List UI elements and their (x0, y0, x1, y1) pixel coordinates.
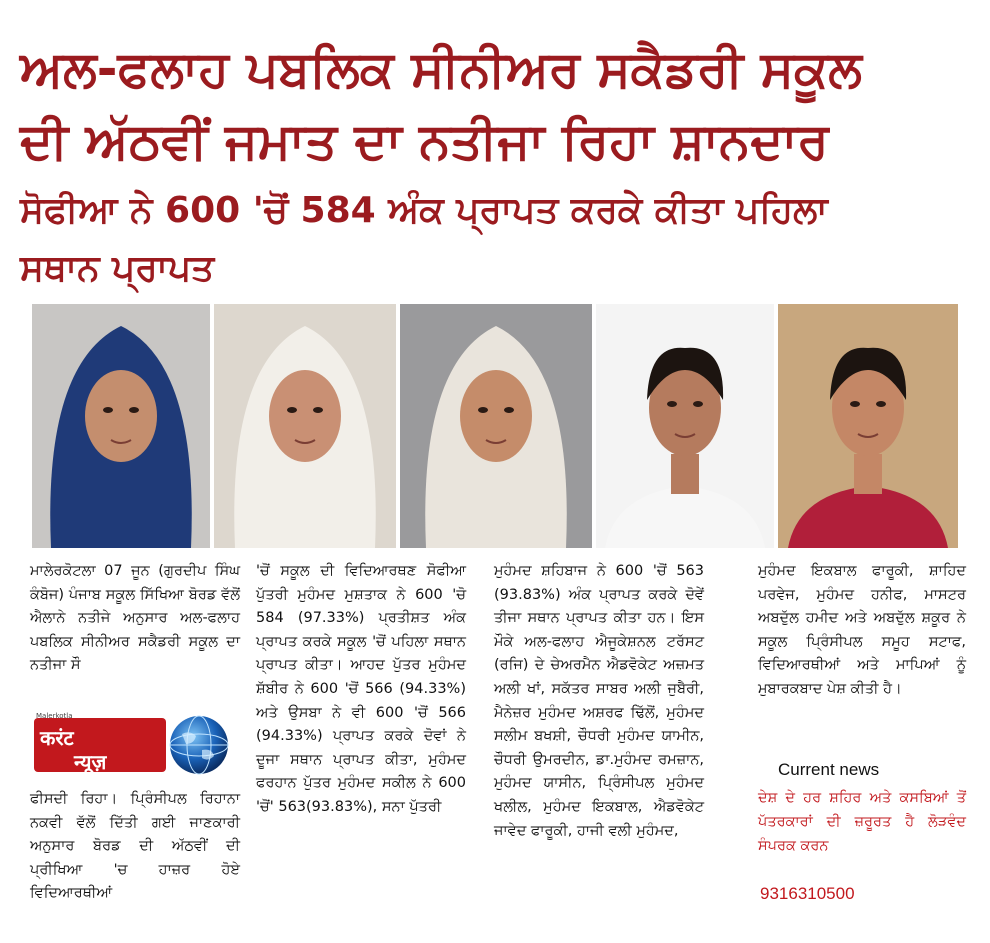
student-photo-5 (778, 304, 958, 548)
current-news-ad: ਦੇਸ਼ ਦੇ ਹਰ ਸ਼ਹਿਰ ਅਤੇ ਕਸਬਿਆਂ ਤੋਂ ਪੱਤਰਕਾਰਾਂ ਦੀ ਜ਼ਰੂਰਤ ਹੈ ਲੋੜਵੰਦ ਸੰਪਰਕ ਕਰਨ (758, 790, 966, 854)
current-news-logo (34, 714, 230, 782)
student-photo-3 (400, 304, 592, 548)
logo-badge (34, 712, 166, 774)
globe-icon (168, 714, 230, 776)
student-photo-4 (596, 304, 774, 548)
article-column-3 (494, 560, 704, 843)
portrait-image (596, 304, 774, 548)
student-photo-1 (32, 304, 210, 548)
subheadline-line-2: ਸਥਾਨ ਪ੍ਰਾਪਤ (20, 248, 215, 289)
article-column-4 (758, 560, 966, 702)
portrait-image (214, 304, 396, 548)
headline-line-2: ਦੀ ਅੱਠਵੀਂ ਜਮਾਤ ਦਾ ਨਤੀਜਾ ਰਿਹਾ ਸ਼ਾਨਦਾਰ (20, 112, 829, 170)
current-news-title: Current news (778, 760, 880, 779)
logo-tag: Malerkotla (36, 712, 73, 720)
subheadline-line-1: ਸੋਫੀਆ ਨੇ 600 'ਚੋਂ 584 ਅੰਕ ਪ੍ਰਾਪਤ ਕਰਕੇ ਕੀਤਾ ਪਹਿਲਾ (20, 190, 828, 231)
article-column-1 (30, 560, 240, 678)
portrait-image (400, 304, 592, 548)
student-photo-2 (214, 304, 396, 548)
article-text: ਮੁਹੰਮਦ ਇਕਬਾਲ ਫਾਰੂਕੀ, ਸ਼ਾਹਿਦ ਪਰਵੇਜ, ਮੁਹੰਮਦ ਹਨੀਫ, ਮਾਸਟਰ ਅਬਦੁੱਲ ਹਮੀਦ ਅਤੇ ਅਬਦੁੱਲ ਸ਼ਕੂਰ ਨੇ ਸਕੂਲ ਪ੍ਰਿੰਸੀਪਲ ਸਮੂਹ ਸਟਾਫ, ਵਿਦਿਆਰਥੀਆਂ ਅਤੇ ਮਾਪਿਆਂ ਨੂੰ ਮੁਬਾਰਕਬਾਦ ਪੇਸ਼ ਕੀਤੀ ਹੈ। (758, 563, 966, 697)
portrait-image (32, 304, 210, 548)
logo-word-1: करंट (40, 726, 74, 750)
headline-line-1: ਅਲ-ਫਲਾਹ ਪਬਲਿਕ ਸੀਨੀਅਰ ਸਕੈਡਰੀ ਸਕੂਲ (20, 40, 862, 98)
article-text: ਫੀਸਦੀ ਰਿਹਾ। ਪ੍ਰਿੰਸੀਪਲ ਰਿਹਾਨਾ ਨਕਵੀ ਵੱਲੋਂ ਦਿੱਤੀ ਗਈ ਜਾਣਕਾਰੀ ਅਨੁਸਾਰ ਬੋਰਡ ਦੀ ਅੱਠਵੀਂ ਦੀ ਪ੍ਰੀਖਿਆ 'ਚ ਹਾਜ਼ਰ ਹੋਏ ਵਿਦਿਆਰਥੀਆਂ (30, 791, 240, 902)
article-column-1-continued (30, 788, 240, 906)
article-text: 'ਚੋਂ ਸਕੂਲ ਦੀ ਵਿਦਿਆਰਥਣ ਸੋਫੀਆ ਪੁੱਤਰੀ ਮੁਹੰਮਦ ਮੁਸ਼ਤਾਕ ਨੇ 600 'ਚੋ 584 (97.33%) ਪ੍ਰਤੀਸ਼ਤ ਅੰਕ ਪ੍ਰਾਪਤ ਕਰਕੇ ਸਕੂਲ 'ਚੋਂ ਪਹਿਲਾ ਸਥਾਨ ਪ੍ਰਾਪਤ ਕੀਤਾ। ਆਹਦ ਪੁੱਤਰ ਮੁਹੰਮਦ ਸ਼ੱਬੀਰ ਨੇ 600 'ਚੋਂ 566 (94.33%) ਅਤੇ ਉਸਬਾ ਨੇ ਵੀ 600 'ਚੋਂ 566 (94.33%) ਪ੍ਰਾਪਤ ਕਰਕੇ ਦੋਵਾਂ ਨੇ ਦੂਜਾ ਸਥਾਨ ਪ੍ਰਾਪਤ ਕੀਤਾ, ਮੁਹੰਮਦ ਫਰਹਾਨ ਪੁੱਤਰ ਮੁਹੰਮਦ ਸਕੀਲ ਨੇ 600 'ਚੋਂ' 563(93.83%), ਸਨਾ ਪੁੱਤਰੀ (256, 563, 466, 815)
article-text: ਮਾਲੇਰਕੋਟਲਾ 07 ਜੂਨ (ਗੁਰਦੀਪ ਸਿੰਘ ਕੰਬੋਜ) ਪੰਜਾਬ ਸਕੂਲ ਸਿੱਖਿਆ ਬੋਰਡ ਵੱਲੋਂ ਐਲਾਨੇ ਨਤੀਜੇ ਅਨੁਸਾਰ ਅਲ-ਫਲਾਹ ਪਬਲਿਕ ਸੀਨੀਅਰ ਸਕੈਡਰੀ ਸਕੂਲ ਦਾ ਨਤੀਜਾ ਸੌ (30, 563, 240, 674)
article-text: ਮੁਹੰਮਦ ਸ਼ਹਿਬਾਜ ਨੇ 600 'ਚੋਂ 563 (93.83%) ਅੰਕ ਪ੍ਰਾਪਤ ਕਰਕੇ ਦੋਵੇਂ ਤੀਜਾ ਸਥਾਨ ਪ੍ਰਾਪਤ ਕੀਤਾ ਹਨ। ਇਸ ਮੌਕੇ ਅਲ-ਫਲਾਹ ਐਜੂਕੇਸ਼ਨਲ ਟਰੱਸਟ (ਰਜਿ) ਦੇ ਚੇਅਰਮੈਨ ਐਡਵੋਕੇਟ ਅਜ਼ਮਤ ਅਲੀ ਖਾਂ, ਸਕੱਤਰ ਸਾਬਰ ਅਲੀ ਜੁਬੈਰੀ, ਮੈਨੇਜ਼ਰ ਮੁਹੰਮਦ ਅਸ਼ਰਫ ਢਿੱਲੋਂ, ਮੁਹੰਮਦ ਸਲੀਮ ਬਖਸ਼ੀ, ਚੌਧਰੀ ਮੁਹੰਮਦ ਯਾਮੀਨ, ਚੌਧਰੀ ਉਮਰਦੀਨ, ਡਾ.ਮੁਹੰਮਦ ਰਮਜ਼ਾਨ, ਮੁਹੰਮਦ ਯਾਸੀਨ, ਪ੍ਰਿੰਸੀਪਲ ਮੁਹੰਮਦ ਖਲੀਲ, ਮੁਹੰਮਦ ਇਕਬਾਲ, ਐਡਵੋਕੇਟ ਜਾਵੇਦ ਫਾਰੂਕੀ, ਹਾਜੀ ਵਲੀ ਮੁਹੰਮਦ, (494, 563, 704, 839)
portrait-image (778, 304, 958, 548)
student-photos (32, 304, 958, 548)
logo-word-2: न्यूज़ (74, 750, 107, 774)
current-news-phone: 9316310500 (760, 884, 855, 903)
article-column-2 (256, 560, 466, 820)
